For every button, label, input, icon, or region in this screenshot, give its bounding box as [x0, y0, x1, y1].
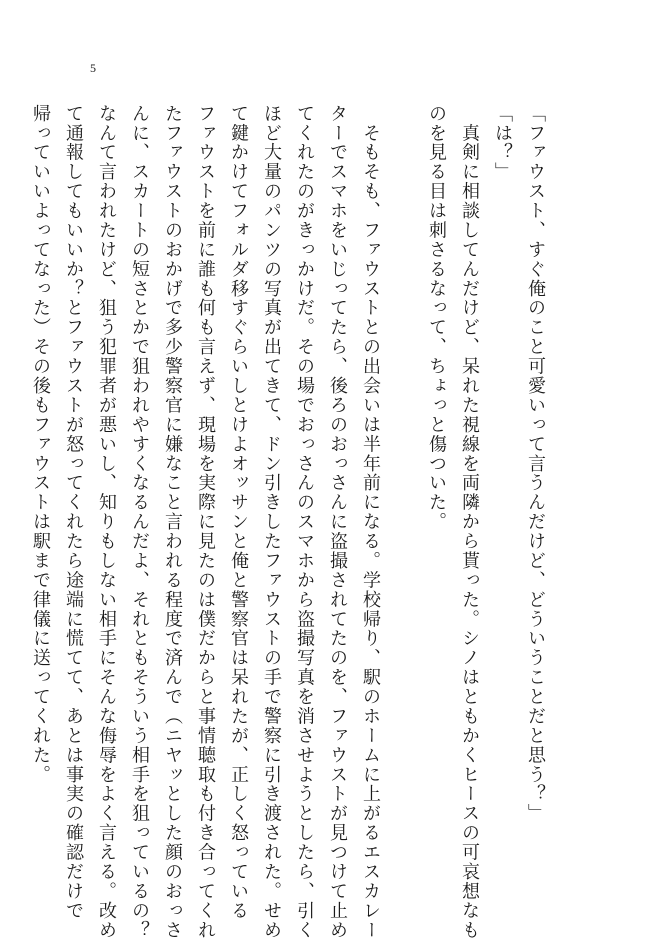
text-line: なんて言われたけど、狙う犯罪者が悪いし、知りもしない相手にそんな侮辱をよく言える。改め [96, 104, 117, 940]
text-line: ファウストを前に誰も何も言えず、現場を実際に見たのは僕だからと事情聴取も付き合ってくれ [195, 104, 216, 940]
text-line: 真剣に相談してんだけど、呆れた視線を両隣から貰った。シノはともかくヒースの可哀想なも [459, 104, 480, 940]
text-line: ターでスマホをいじってたら、後ろのおっさんに盗撮されてたのを、ファウストが見つけて止め [327, 104, 348, 940]
text-line: ほど大量のパンツの写真が出てきて、ドン引きしたファウストの手で警察に引き渡された。せめ [261, 104, 282, 940]
text-line: て鍵かけてフォルダ移すぐらいしとけよオッサンと俺と警察官は呆れたが、正しく怒っている [228, 104, 249, 921]
novel-text [24, 104, 552, 940]
page-number: 5 [90, 61, 96, 75]
text-line: て通報してもいいか？とファウストが怒ってくれたら途端に慌てて、あとは事実の確認だけで [63, 104, 84, 921]
text-line: てくれたのがきっかけだ。その場でおっさんのスマホから盗撮写真を消させようとしたら、引く [294, 104, 315, 940]
text-line: 「ファウスト、すぐ俺のこと可愛いって言うんだけど、どういうことだと思う？」 [525, 104, 546, 824]
text-line: たファウストのおかげで多少警察官に嫌なこと言われる程度で済んで（ニヤッとした顔のおっさ [162, 104, 183, 940]
text-line: 帰っていいよってなった）その後もファウストは駅まで律儀に送ってくれた。 [30, 104, 51, 785]
text-line: のを見る目は刺さるなって、ちょっと傷ついた。 [426, 104, 447, 532]
text-line: そもそも、ファウストとの出会いは半年前になる。学校帰り、駅のホームに上がるエスカレー [360, 104, 381, 940]
text-line: んに、スカートの短さとかで狙われやすくなるんだよ、それともそういう相手を狙っているの？ [129, 104, 150, 940]
text-line: 「は？」 [492, 104, 513, 182]
paragraph-break [387, 104, 420, 824]
